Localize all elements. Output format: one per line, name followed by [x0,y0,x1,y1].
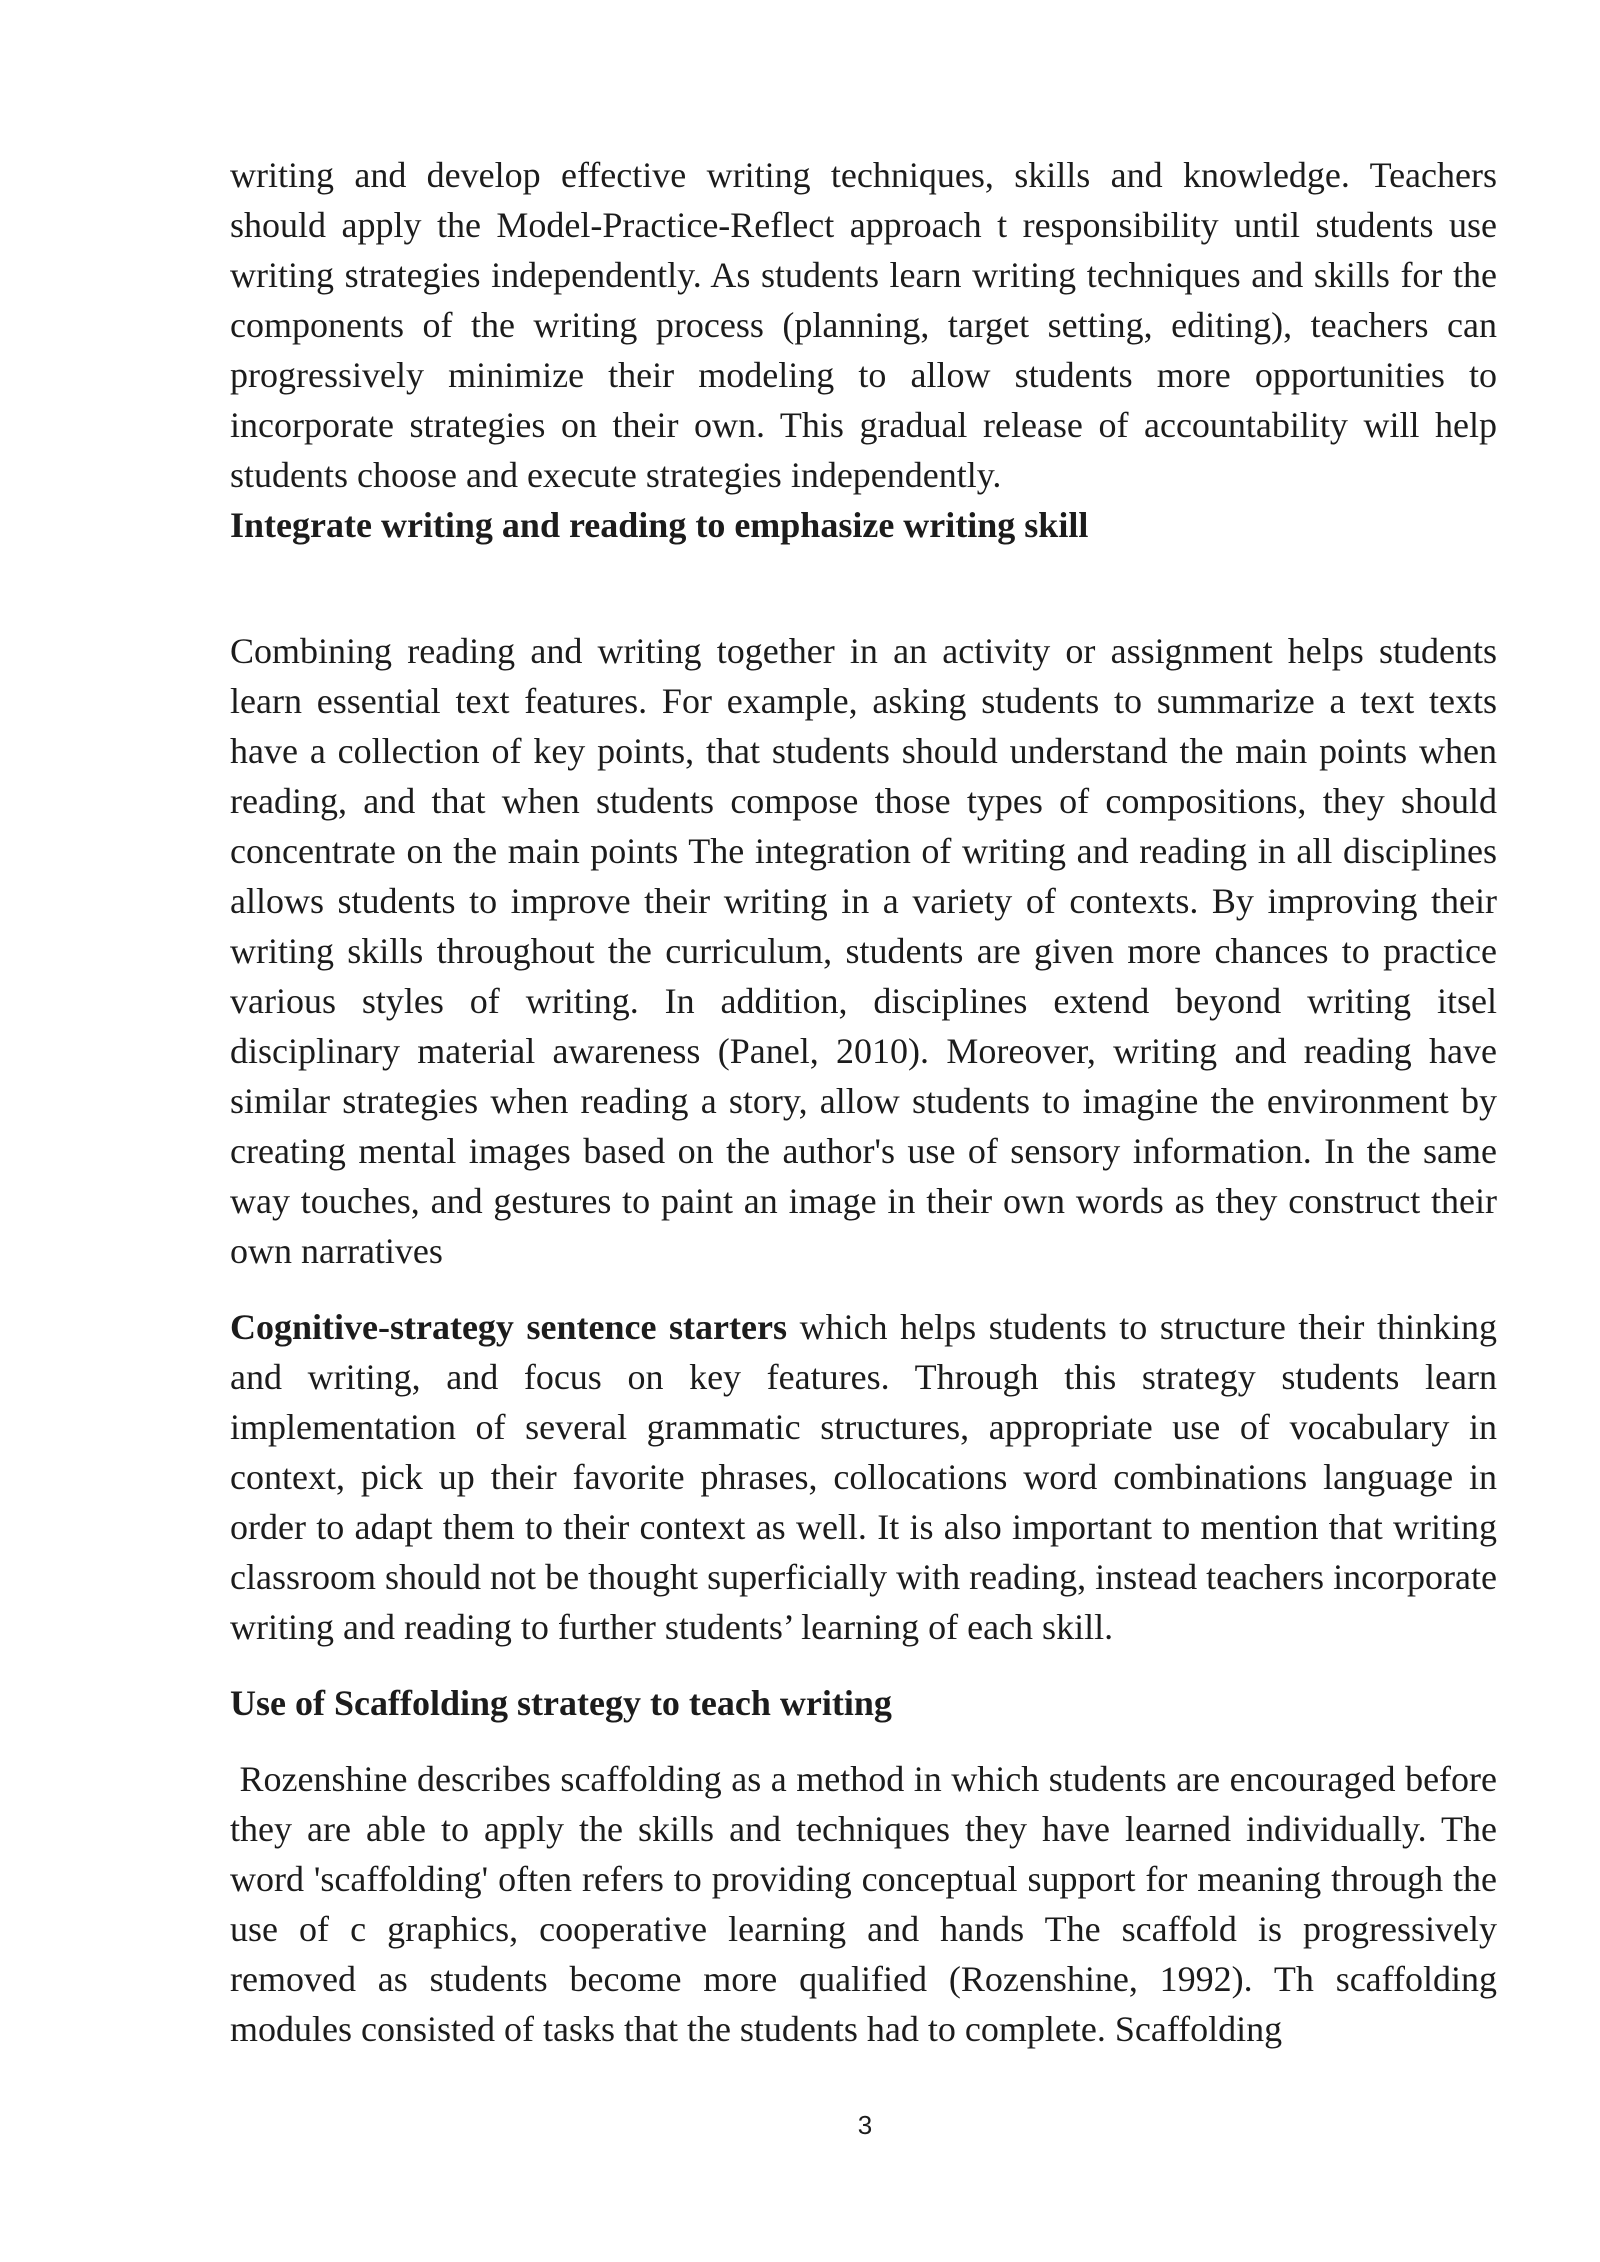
page-number: 3 [857,2110,873,2140]
paragraph-combining-reading-writing: Combining reading and writing together in an activity or assignment helps students learn essential text features. For example, asking students to summarize a text texts have a collection of key points, that students should understand the main points when reading, and that when students compose those types of compositions, they should concentrate on the main points The integration of writing and reading in all disciplines allows students to improve their writing in a variety of contexts. By improving their writing skills throughout the curriculum, students are given more chances to practice various styles of writing. In addition, disciplines extend beyond writing itsel disciplinary material awareness (Panel, 2010). Moreover, writing and reading have similar strategies when reading a story, allow students to imagine the environment by creating mental images based on the author's use of sensory information. In the same way touches, and gestures to paint an image in their own words as they construct their own narratives [230,631,1497,1271]
cognitive-strategy-body: which helps students to structure their thinking and writing, and focus on key features. Through this strategy students learn implementation of several grammatic structures, appropriate use of vocabulary in context, pick up their favorite phrases, collocations word combinations language in order to adapt them to their context as well. It is also important to mention that writing classroom should not be thought superficially with reading, instead teachers incorporate writing and reading to further students’ learning of each skill. [230,1307,1497,1647]
heading-scaffolding-strategy: Use of Scaffolding strategy to teach writing [230,1683,892,1723]
document-page [230,150,1507,2054]
paragraph-model-practice-reflect: writing and develop effective writing techniques, skills and knowledge. Teachers should apply the Model-Practice-Reflect approach t responsibility until students use writing strategies independently. As students learn writing techniques and skills for the components of the writing process (planning, target setting, editing), teachers can progressively minimize their modeling to allow students more opportunities to incorporate strategies on their own. This gradual release of accountability will help students choose and execute strategies independently. [230,155,1497,495]
heading-integrate-writing-reading: Integrate writing and reading to emphasize writing skill [230,505,1089,545]
spacer [230,550,1497,626]
cognitive-strategy-lead: Cognitive-strategy sentence starters [230,1307,787,1347]
paragraph-scaffolding: Rozenshine describes scaffolding as a method in which students are encouraged before they are able to apply the skills and techniques they have learned individually. The word 'scaffolding' often refers to providing conceptual support for meaning through the use of c graphics, cooperative learning and hands The scaffold is progressively removed as students become more qualified (Rozenshine, 1992). Th scaffolding modules consisted of tasks that the students had to complete. Scaffolding [230,1759,1507,2049]
paragraph-cognitive-strategy [230,1302,1497,1652]
